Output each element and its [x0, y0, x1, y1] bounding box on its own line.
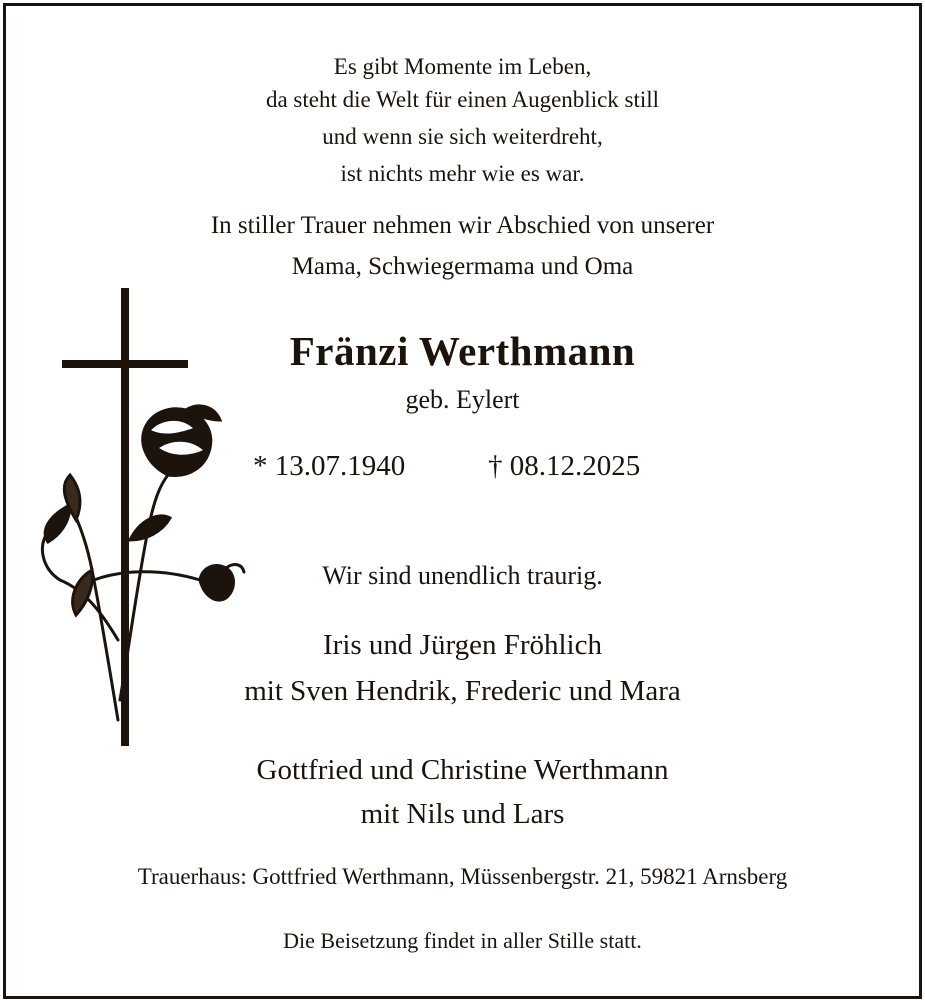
mourning-house-address: Trauerhaus: Gottfried Werthmann, Müssenbergstr. 21, 59821 Arnsberg [137, 864, 788, 889]
family-2-line-1: Gottfried und Christine Werthmann [256, 754, 669, 786]
poem-line-2: da steht die Welt für einen Augenblick still [265, 87, 660, 112]
maiden-name: geb. Eylert [405, 385, 520, 414]
family-1-line-2: mit Sven Hendrik, Frederic und Mara [244, 675, 681, 707]
family-2-line-2: mit Nils und Lars [360, 798, 565, 830]
intro-line-1: In stiller Trauer nehmen wir Abschied von unserer [210, 212, 715, 239]
sentiment-text: Wir sind unendlich traurig. [322, 561, 603, 590]
poem-line-3: und wenn sie sich weiterdreht, [322, 124, 603, 149]
poem-line-1: Es gibt Momente im Leben, [333, 54, 592, 79]
death-date: † 08.12.2025 [488, 450, 641, 482]
burial-note: Die Beisetzung findet in aller Stille statt. [283, 928, 642, 953]
deceased-name: Fränzi Werthmann [289, 328, 636, 374]
intro-line-2: Mama, Schwiegermama und Oma [291, 253, 634, 280]
family-1-line-1: Iris und Jürgen Fröhlich [323, 629, 602, 661]
poem-line-4: ist nichts mehr wie es war. [340, 161, 585, 186]
birth-date: * 13.07.1940 [253, 450, 406, 482]
